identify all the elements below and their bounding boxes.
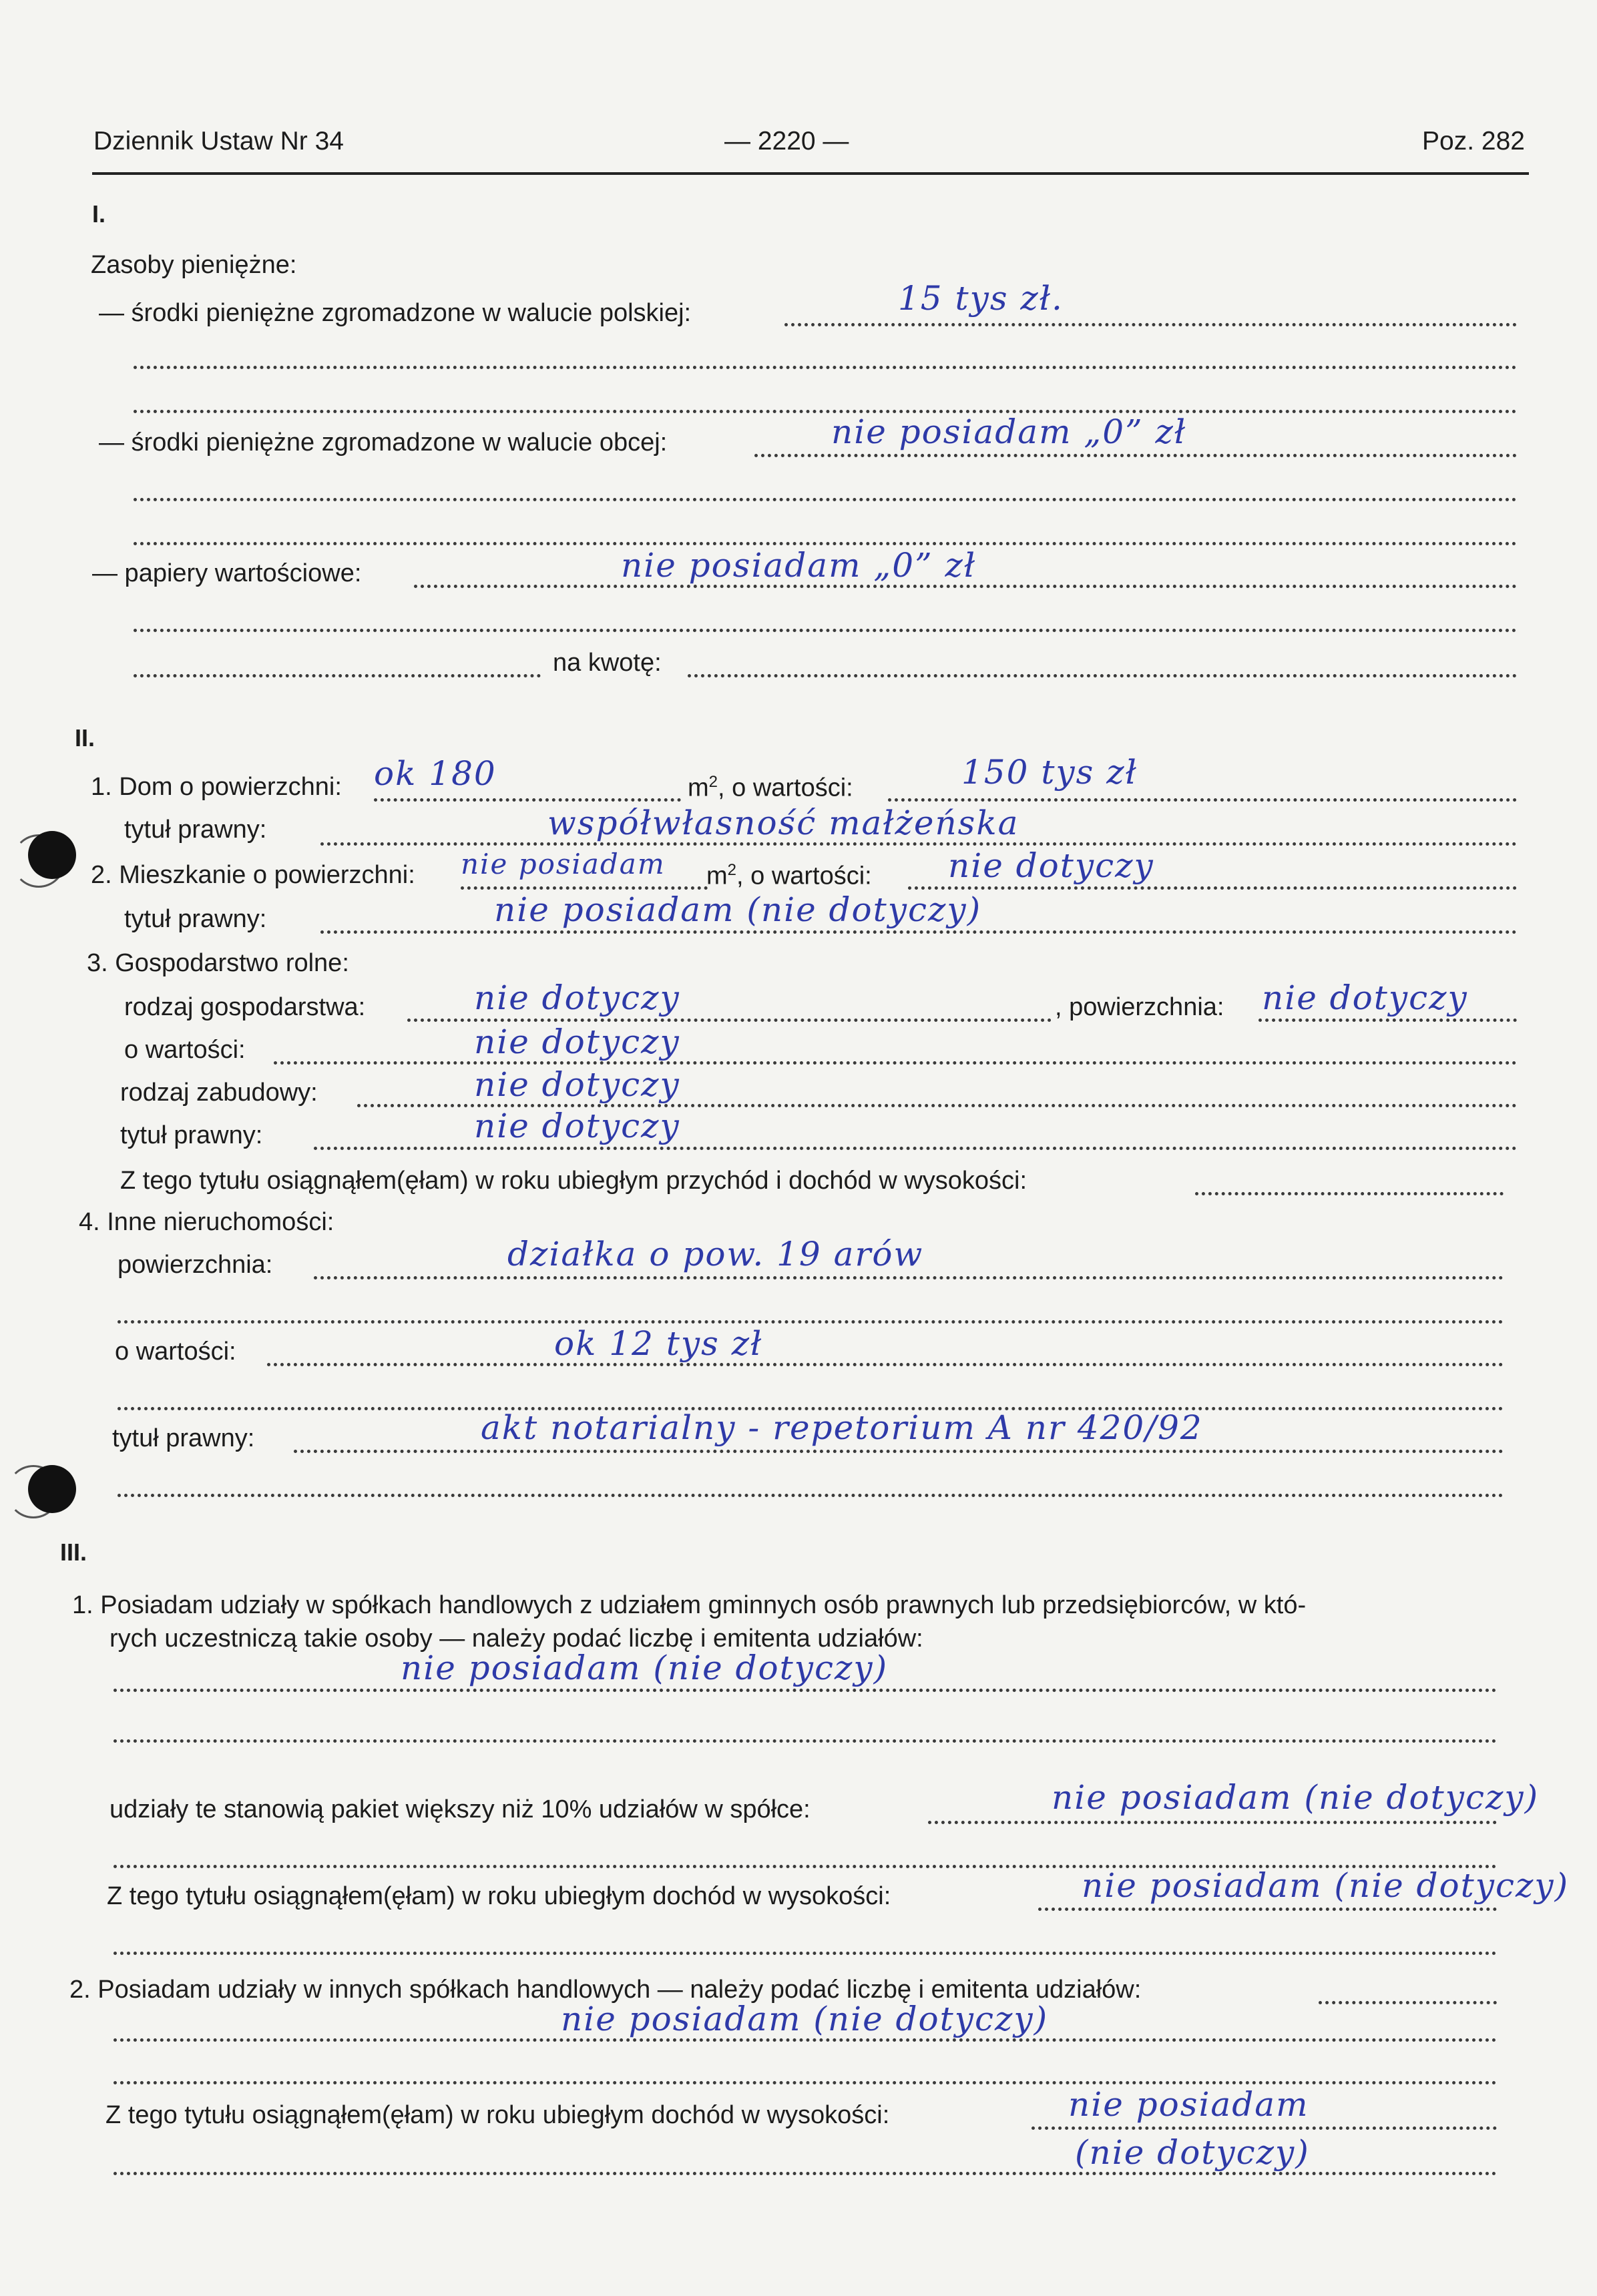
q1-line-2: rych uczestniczą takie osoby — należy podać liczbę i emitenta udziałów: — [109, 1625, 923, 1653]
punch-hole — [28, 1465, 76, 1513]
house-value-line — [888, 798, 1517, 802]
fx-label: — środki pieniężne zgromadzone w walucie obcej: — [99, 428, 668, 457]
farm-income-line — [1195, 1192, 1504, 1195]
journal-title: Dziennik Ustaw Nr 34 — [93, 127, 344, 156]
q1-value: nie posiadam (nie dotyczy) — [401, 1649, 889, 1687]
other-area-label: powierzchnia: — [118, 1251, 273, 1279]
q2-income-line-2 — [113, 2172, 1497, 2175]
farm-type-line — [407, 1019, 1052, 1022]
pln-line — [784, 323, 1517, 326]
q2-line-3 — [113, 2081, 1497, 2084]
house-title: współwłasność małżeńska — [547, 804, 1019, 842]
other-value-line — [267, 1363, 1504, 1366]
flat-value-line — [908, 886, 1517, 890]
q1-pkt-line — [928, 1821, 1497, 1824]
q1-pkt-label: udziały te stanowią pakiet większy niż 10% udziałów w spółce: — [109, 1795, 811, 1823]
house-m2-label: $m^2$, o wartości: — [688, 773, 853, 802]
q2-value: nie posiadam (nie dotyczy) — [561, 2000, 1049, 2038]
q1-income-value: nie posiadam (nie dotyczy) — [1082, 1866, 1570, 1905]
other-title-label: tytuł prawny: — [112, 1424, 255, 1452]
house-area-line — [374, 798, 681, 802]
securities-value: nie posiadam „0” zł — [621, 546, 977, 585]
fx-line-3 — [134, 542, 1517, 545]
flat-value: nie dotyczy — [948, 846, 1154, 885]
pln-value: 15 tys zł. — [898, 279, 1064, 318]
punch-hole — [28, 831, 76, 879]
securities-line — [414, 585, 1517, 588]
farm-title: nie dotyczy — [474, 1107, 680, 1145]
flat-title-label: tytuł prawny: — [124, 905, 267, 933]
q2-line-2 — [113, 2038, 1497, 2042]
other-title: akt notarialny - repetorium A nr 420/92 — [481, 1408, 1203, 1447]
other-label: 4. Inne nieruchomości: — [79, 1208, 334, 1236]
q1-income-line-2 — [113, 1952, 1497, 1955]
securities-line-2 — [134, 629, 1517, 632]
q1-line-2-dots — [113, 1739, 1497, 1743]
q1-line-1: 1. Posiadam udziały w spółkach handlowych z udziałem gminnych osób prawnych lub przedsiębiorców, w któ- — [72, 1591, 1307, 1619]
farm-type-label: rodzaj gospodarstwa: — [124, 993, 366, 1021]
farm-title-line — [314, 1147, 1517, 1150]
amount-line-left — [134, 674, 541, 677]
farm-build-label: rodzaj zabudowy: — [120, 1079, 318, 1107]
house-title-label: tytuł prawny: — [124, 816, 267, 844]
flat-area-line — [461, 886, 708, 890]
other-value: ok 12 tys zł — [554, 1324, 763, 1363]
farm-income-label: Z tego tytułu osiągnąłem(ęłam) w roku ubiegłym przychód i dochód w wysokości: — [120, 1167, 1028, 1195]
q2-income-value-2: (nie dotyczy) — [1075, 2133, 1310, 2172]
flat-title-line — [320, 930, 1517, 934]
farm-title-label: tytuł prawny: — [120, 1121, 263, 1149]
house-label: 1. Dom o powierzchni: — [91, 773, 342, 801]
flat-area: nie posiadam — [461, 848, 666, 880]
q2-line — [1319, 2001, 1497, 2004]
page-number: — 2220 — — [724, 127, 849, 156]
farm-area: nie dotyczy — [1262, 978, 1468, 1017]
farm-value: nie dotyczy — [474, 1023, 680, 1061]
other-title-line — [294, 1450, 1504, 1453]
house-value: 150 tys zł — [961, 753, 1138, 792]
farm-value-label: o wartości: — [124, 1036, 246, 1064]
fx-line — [754, 454, 1517, 457]
flat-label: 2. Mieszkanie o powierzchni: — [91, 861, 415, 889]
pln-line-3 — [134, 410, 1517, 413]
farm-area-label: , powierzchnia: — [1055, 993, 1224, 1021]
other-area-line-2 — [118, 1320, 1504, 1324]
fx-line-2 — [134, 498, 1517, 501]
q2-income-value-1: nie posiadam — [1068, 2085, 1309, 2124]
q2-income-line — [1032, 2126, 1497, 2130]
farm-build: nie dotyczy — [474, 1065, 680, 1104]
farm-value-line — [274, 1061, 1517, 1065]
pln-label: — środki pieniężne zgromadzone w walucie polskiej: — [99, 299, 692, 327]
pln-line-2 — [134, 366, 1517, 369]
house-title-line — [320, 842, 1517, 846]
q2-income-label: Z tego tytułu osiągnąłem(ęłam) w roku ubiegłym dochód w wysokości: — [105, 2101, 890, 2129]
fx-value: nie posiadam „0” zł — [831, 412, 1187, 451]
cash-title: Zasoby pieniężne: — [91, 251, 297, 279]
section-1-number: I. — [92, 200, 106, 228]
q2-label: 2. Posiadam udziały w innych spółkach handlowych — należy podać liczbę i emitenta udziałów: — [69, 1976, 1142, 2004]
amount-line — [688, 674, 1517, 677]
other-title-line-2 — [118, 1494, 1504, 1497]
position-number: Poz. 282 — [1422, 127, 1525, 156]
q1-line — [113, 1689, 1497, 1692]
farm-area-line — [1259, 1019, 1517, 1022]
q1-pkt-value: nie posiadam (nie dotyczy) — [1052, 1778, 1540, 1817]
section-3-number: III. — [60, 1538, 87, 1566]
securities-label: — papiery wartościowe: — [92, 559, 362, 587]
other-area: działka o pow. 19 arów — [507, 1235, 924, 1273]
flat-title: nie posiadam (nie dotyczy) — [494, 890, 982, 929]
q1-income-label: Z tego tytułu osiągnąłem(ęłam) w roku ubiegłym dochód w wysokości: — [107, 1882, 891, 1910]
section-2-number: II. — [75, 724, 95, 752]
q1-income-line — [1038, 1908, 1497, 1911]
farm-type: nie dotyczy — [474, 978, 680, 1017]
house-area: ok 180 — [374, 754, 497, 793]
amount-label: na kwotę: — [553, 649, 662, 677]
other-value-label: o wartości: — [115, 1338, 236, 1366]
flat-m2-label: $m^2$, o wartości: — [706, 861, 872, 890]
header-rule — [92, 172, 1529, 175]
other-area-line — [314, 1276, 1504, 1279]
farm-label: 3. Gospodarstwo rolne: — [87, 949, 349, 977]
